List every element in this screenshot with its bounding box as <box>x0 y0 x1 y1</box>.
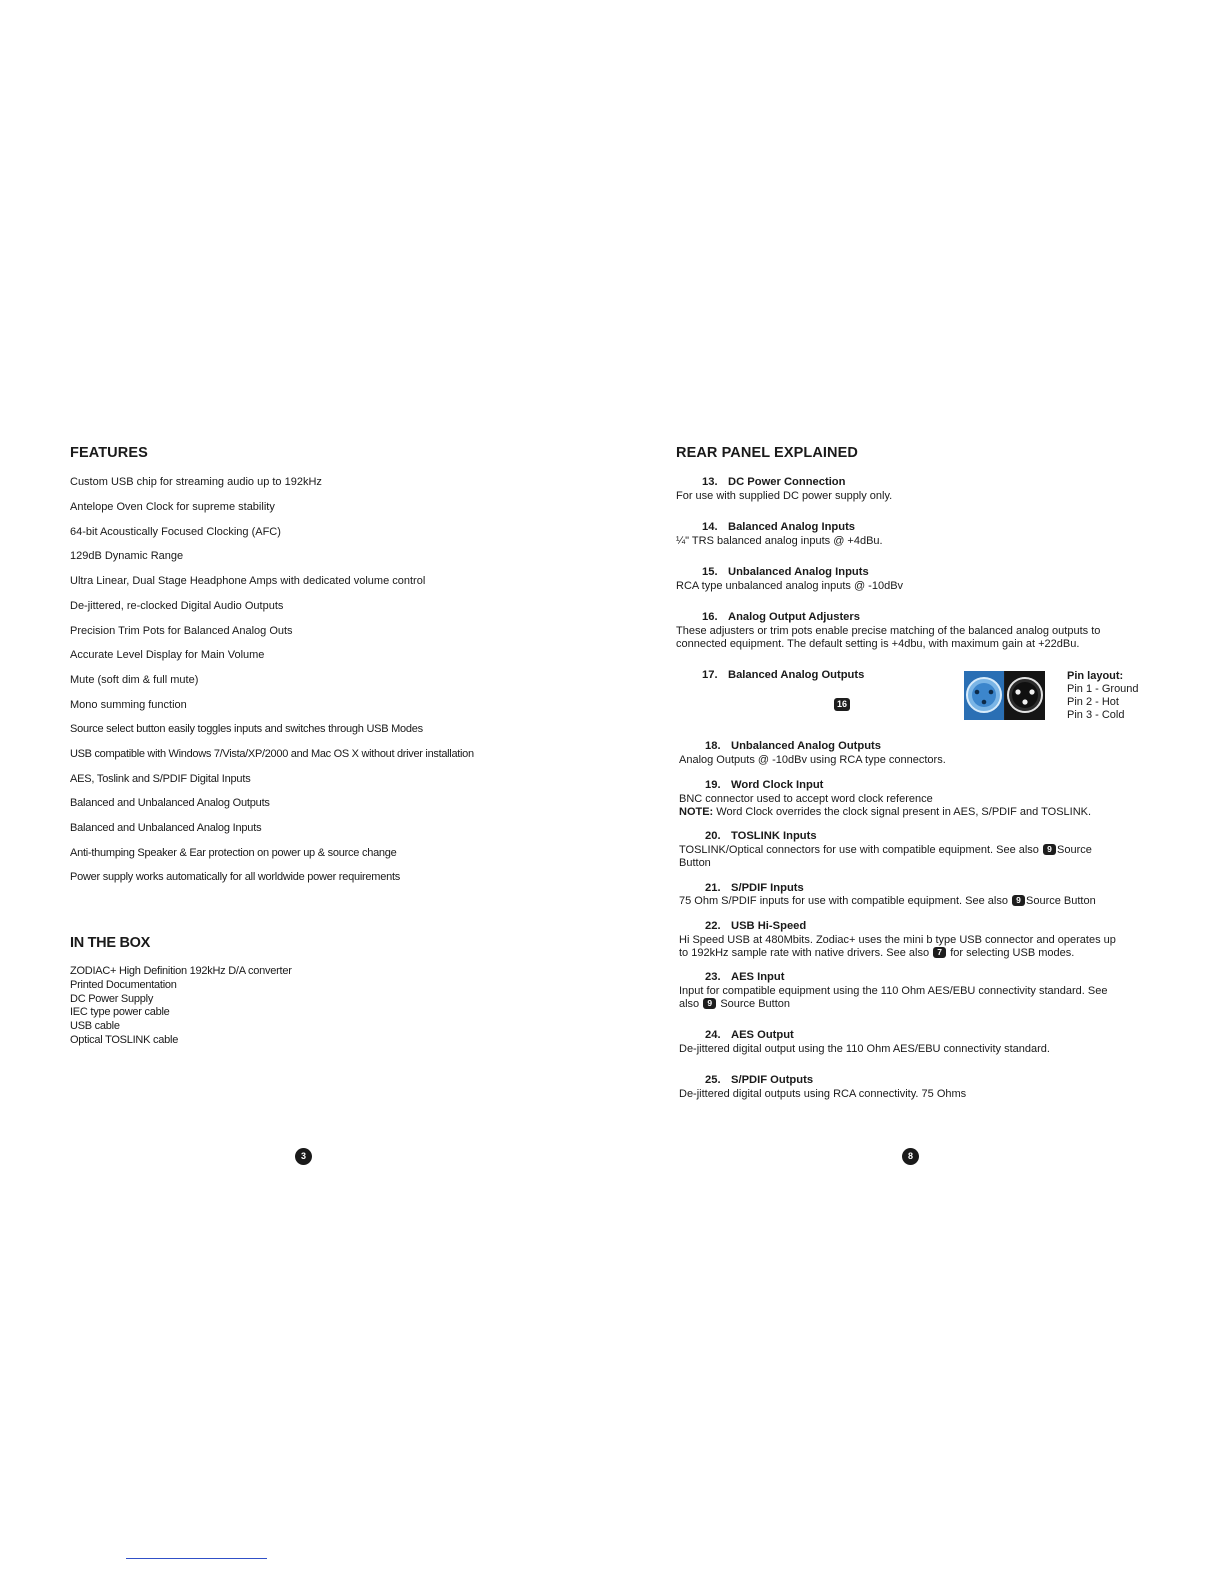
feature-item: Accurate Level Display for Main Volume <box>70 649 265 661</box>
page-number-badge: 8 <box>902 1148 919 1165</box>
item-14-desc: ¼" TRS balanced analog inputs @ +4dBu. <box>676 535 883 547</box>
feature-item: Power supply works automatically for all worldwide power requirements <box>70 871 401 883</box>
rear-panel-heading: REAR PANEL EXPLAINED <box>676 445 858 461</box>
item-20-desc: TOSLINK/Optical connectors for use with compatible equipment. See also 9 Source Button <box>679 844 1092 869</box>
xlr-connectors-icon <box>964 671 1045 720</box>
box-item: DC Power Supply <box>70 992 154 1005</box>
item-16-desc: These adjusters or trim pots enable precise matching of the balanced analog outputs to connected equipment. The default setting is +4dbu, with maximum gain at +22dBu. <box>676 625 1101 650</box>
feature-item: Ultra Linear, Dual Stage Headphone Amps with dedicated volume control <box>70 575 426 587</box>
feature-item: Custom USB chip for streaming audio up to 192kHz <box>70 476 322 488</box>
feature-item: Source select button easily toggles inputs and switches through USB Modes <box>70 723 423 735</box>
item-25-title: 25. S/PDIF Outputs <box>705 1074 814 1086</box>
source-button-ref-badge: 9 <box>703 998 716 1009</box>
feature-item: Anti-thumping Speaker & Ear protection on power up & source change <box>70 847 397 859</box>
feature-item: Balanced and Unbalanced Analog Outputs <box>70 797 270 809</box>
item-19-desc: BNC connector used to accept word clock reference NOTE: Word Clock overrides the clock signal present in AES, S/PDIF and TOSLINK. <box>679 793 1092 818</box>
feature-item: Mute (soft dim & full mute) <box>70 674 199 686</box>
item-13-title: 13. DC Power Connection <box>702 476 846 488</box>
item-16-title: 16. Analog Output Adjusters <box>702 611 860 623</box>
item-22-desc: Hi Speed USB at 480Mbits. Zodiac+ uses the mini b type USB connector and operates up to 192kHz sample rate with native drivers. See also 7 for selecting USB modes. <box>679 934 1116 959</box>
features-heading: FEATURES <box>70 445 148 461</box>
feature-item: AES, Toslink and S/PDIF Digital Inputs <box>70 773 251 785</box>
feature-item: Precision Trim Pots for Balanced Analog Outs <box>70 625 293 637</box>
item-24-title: 24. AES Output <box>705 1029 794 1041</box>
item-25-desc: De-jittered digital outputs using RCA connectivity. 75 Ohms <box>679 1088 967 1100</box>
page-number-badge: 3 <box>295 1148 312 1165</box>
box-item: Optical TOSLINK cable <box>70 1033 179 1046</box>
feature-item: Antelope Oven Clock for supreme stability <box>70 501 275 513</box>
source-button-ref-badge: 9 <box>1043 844 1056 855</box>
source-button-ref-badge: 9 <box>1012 895 1025 906</box>
item-21-title: 21. S/PDIF Inputs <box>705 882 804 894</box>
item-22-title: 22. USB Hi-Speed <box>705 920 807 932</box>
feature-item: USB compatible with Windows 7/Vista/XP/2000 and Mac OS X without driver installation <box>70 748 474 760</box>
box-item: ZODIAC+ High Definition 192kHz D/A converter <box>70 965 292 977</box>
feature-item: De-jittered, re-clocked Digital Audio Outputs <box>70 600 284 612</box>
item-23-title: 23. AES Input <box>705 971 785 983</box>
item-24-desc: De-jittered digital output using the 110 Ohm AES/EBU connectivity standard. <box>679 1043 1050 1055</box>
xlr-connector-image <box>964 671 1045 720</box>
feature-item: 64-bit Acoustically Focused Clocking (AFC) <box>70 526 281 538</box>
in-the-box-heading: IN THE BOX <box>70 935 150 951</box>
item-15-desc: RCA type unbalanced analog inputs @ -10dBv <box>676 580 904 592</box>
pin-layout: Pin layout: Pin 1 - Ground Pin 2 - Hot Pin 3 - Cold <box>1067 670 1139 721</box>
item-17-title: 17. Balanced Analog Outputs <box>702 669 865 681</box>
item-15-title: 15. Unbalanced Analog Inputs <box>702 566 869 578</box>
footer-rule <box>126 1558 267 1559</box>
item-21-desc: 75 Ohm S/PDIF inputs for use with compatible equipment. See also 9 Source Button <box>679 895 1096 907</box>
in-the-box-list <box>70 965 292 1048</box>
item-20-title: 20. TOSLINK Inputs <box>705 830 817 842</box>
item-23-desc: Input for compatible equipment using the 110 Ohm AES/EBU connectivity standard. See also 9 Source Button <box>679 985 1108 1010</box>
item-13-desc: For use with supplied DC power supply only. <box>676 490 893 502</box>
feature-item: 129dB Dynamic Range <box>70 550 184 562</box>
item-14-title: 14. Balanced Analog Inputs <box>702 521 856 533</box>
feature-item: Balanced and Unbalanced Analog Inputs <box>70 822 262 834</box>
box-item: IEC type power cable <box>70 1006 170 1019</box>
item-17-reference-badge: 16 <box>833 695 851 713</box>
box-item: Printed Documentation <box>70 978 177 991</box>
item-18-title: 18. Unbalanced Analog Outputs <box>705 740 881 752</box>
item-19-title: 19. Word Clock Input <box>705 779 824 791</box>
item-18-desc: Analog Outputs @ -10dBv using RCA type connectors. <box>679 754 946 766</box>
box-item: USB cable <box>70 1020 120 1033</box>
feature-item: Mono summing function <box>70 699 187 711</box>
usb-mode-ref-badge: 7 <box>933 947 946 958</box>
